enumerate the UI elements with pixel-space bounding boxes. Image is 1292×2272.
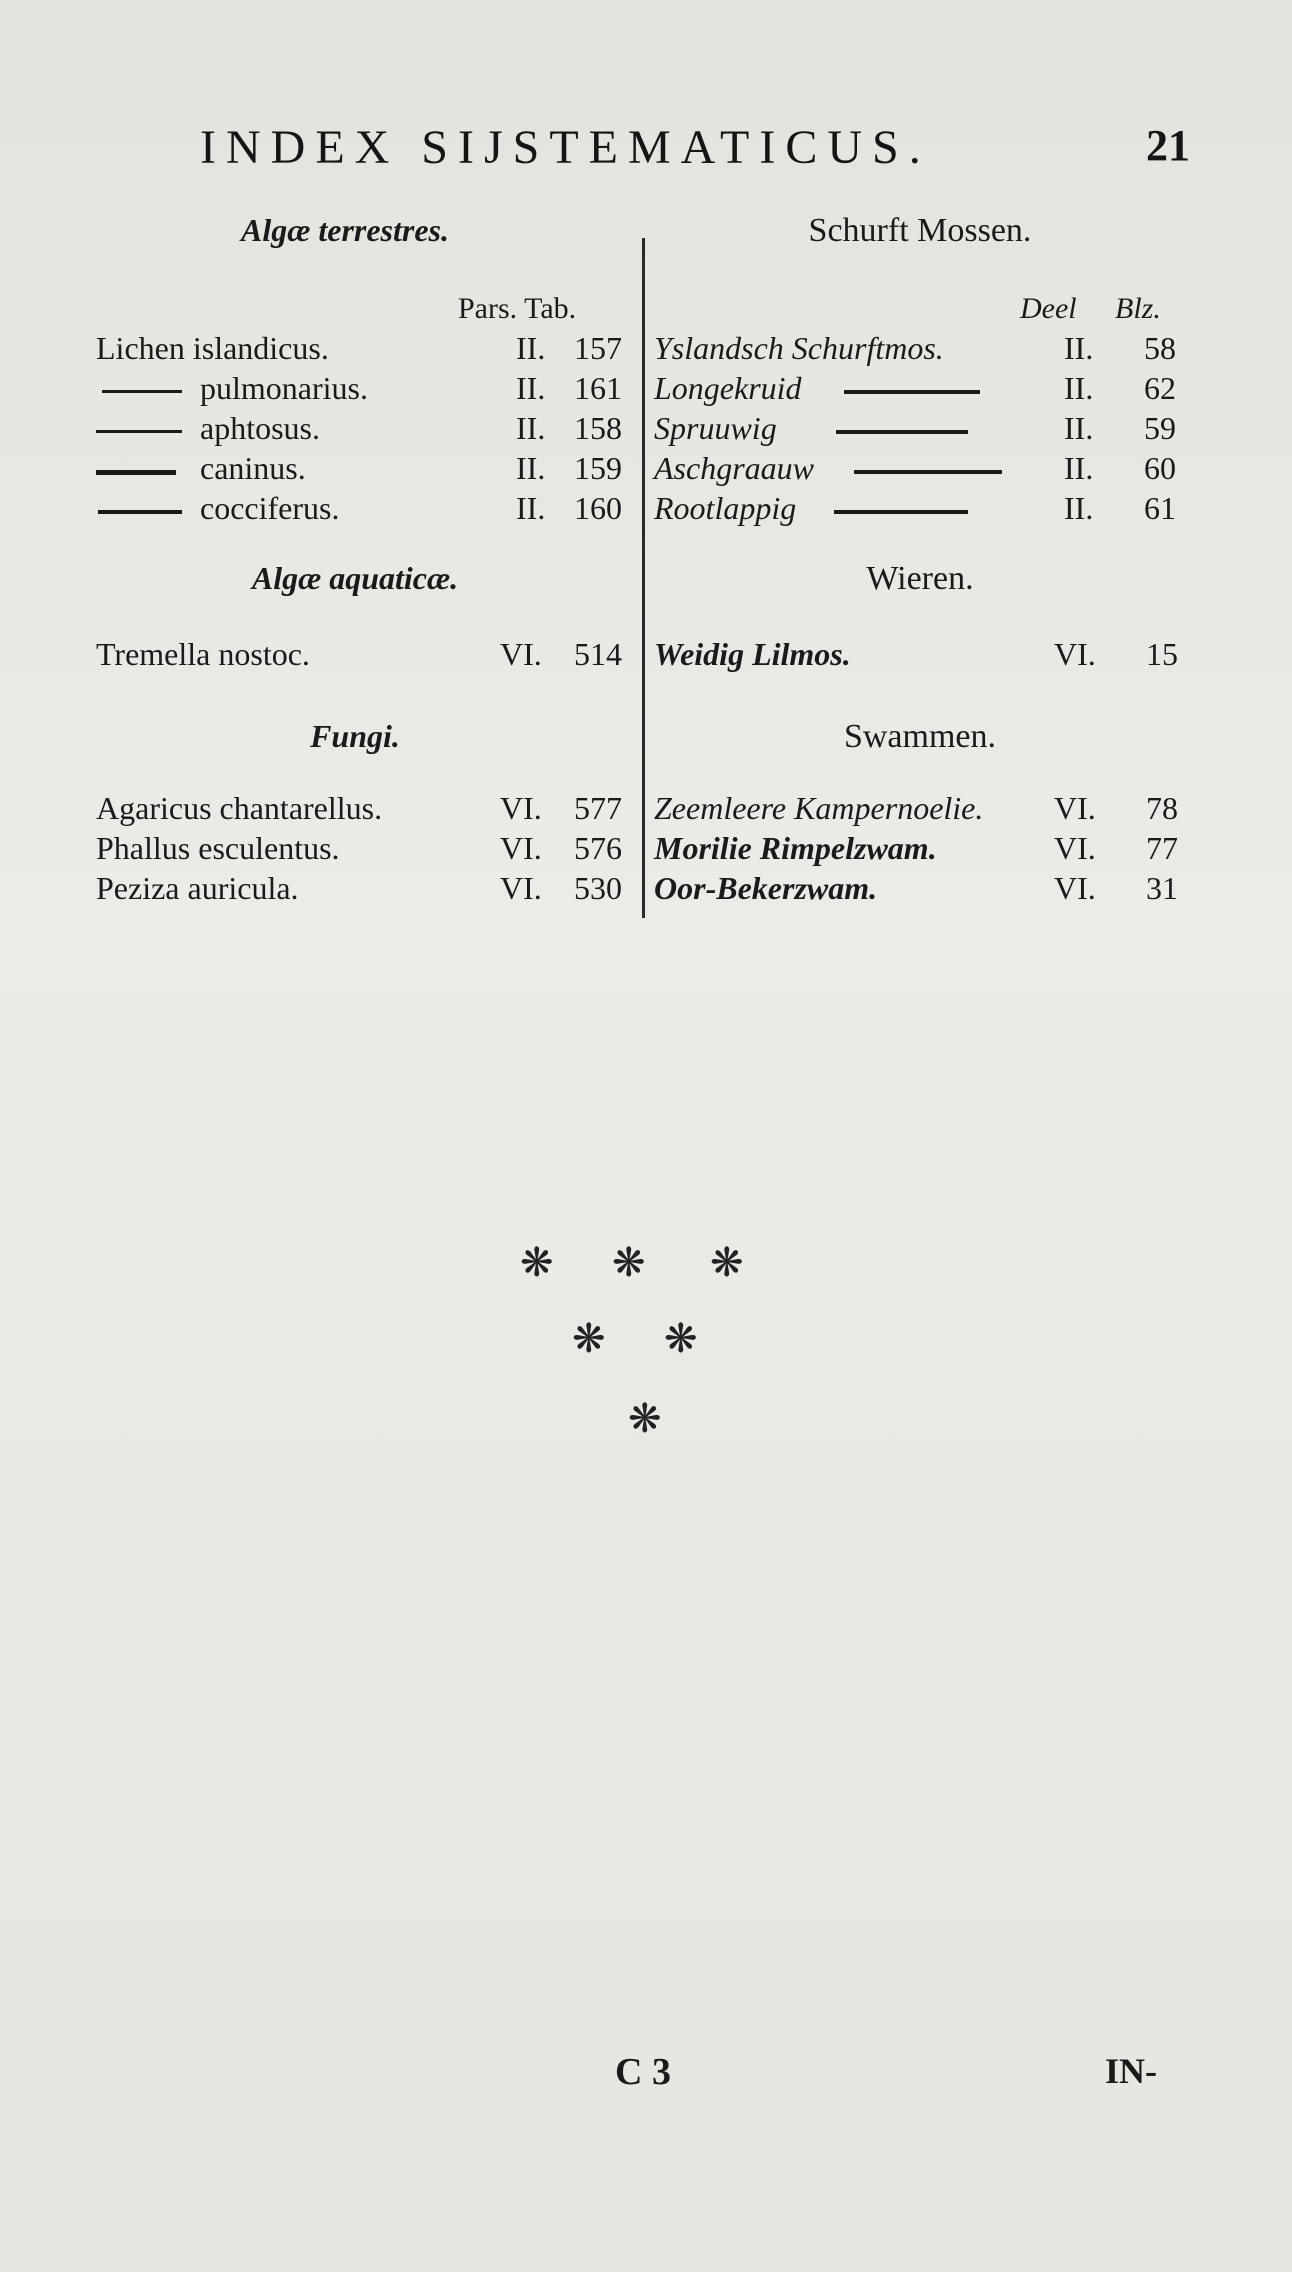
left-row bbox=[96, 410, 636, 450]
ditto-dash bbox=[96, 430, 182, 433]
asterism-icon: ❋ bbox=[612, 1240, 646, 1286]
page-title: INDEX SIJSTEMATICUS. bbox=[200, 121, 931, 174]
right-row bbox=[654, 330, 1194, 370]
row-name: Rootlappig bbox=[654, 490, 797, 526]
left-row bbox=[96, 636, 636, 676]
asterism-icon: ❋ bbox=[664, 1316, 698, 1362]
row-name: Zeemleere Kampernoelie. bbox=[654, 790, 984, 826]
row-number: 15 bbox=[1146, 636, 1178, 672]
row-name: Oor-Bekerzwam. bbox=[654, 870, 878, 906]
row-number: 77 bbox=[1146, 830, 1178, 866]
signature-mark: C 3 bbox=[615, 2051, 671, 2093]
ditto-dash bbox=[844, 390, 980, 394]
row-part: VI. bbox=[1054, 636, 1096, 672]
right-row bbox=[654, 410, 1194, 450]
row-name: Morilie Rimpelzwam. bbox=[654, 830, 937, 866]
right-row bbox=[654, 450, 1194, 490]
row-part: II. bbox=[1064, 450, 1094, 486]
row-name: aphtosus. bbox=[200, 410, 320, 446]
row-part: VI. bbox=[500, 636, 542, 672]
row-number: 161 bbox=[574, 370, 622, 406]
row-part: II. bbox=[1064, 330, 1094, 366]
right-row bbox=[654, 370, 1194, 410]
row-number: 58 bbox=[1144, 330, 1176, 366]
row-number: 158 bbox=[574, 410, 622, 446]
row-number: 514 bbox=[574, 636, 622, 672]
row-number: 62 bbox=[1144, 370, 1176, 406]
left-row bbox=[96, 830, 636, 870]
row-name: Phallus esculentus. bbox=[96, 830, 340, 866]
row-number: 61 bbox=[1144, 490, 1176, 526]
row-name: Tremella nostoc. bbox=[96, 636, 310, 672]
right-column-header-deel: Deel bbox=[1020, 292, 1077, 325]
right-row bbox=[654, 870, 1194, 910]
row-number: 530 bbox=[574, 870, 622, 906]
right-row bbox=[654, 790, 1194, 830]
row-part: VI. bbox=[1054, 790, 1096, 826]
right-section-heading-2: Wieren. bbox=[866, 560, 974, 597]
row-name: Agaricus chantarellus. bbox=[96, 790, 383, 826]
row-part: II. bbox=[516, 370, 546, 406]
row-name: Yslandsch Schurftmos. bbox=[654, 330, 944, 366]
row-part: II. bbox=[1064, 490, 1094, 526]
left-row bbox=[96, 330, 636, 370]
ditto-dash bbox=[102, 390, 182, 393]
row-number: 159 bbox=[574, 450, 622, 486]
page-number: 21 bbox=[1146, 121, 1190, 170]
row-number: 78 bbox=[1146, 790, 1178, 826]
left-column-header: Pars. Tab. bbox=[458, 292, 577, 325]
row-name: pulmonarius. bbox=[200, 370, 368, 406]
row-number: 60 bbox=[1144, 450, 1176, 486]
row-name: Spruuwig bbox=[654, 410, 777, 446]
right-section-heading-1: Schurft Mossen. bbox=[808, 212, 1032, 249]
catchword: IN- bbox=[1105, 2051, 1157, 2091]
column-divider bbox=[642, 238, 645, 918]
left-row bbox=[96, 490, 636, 530]
row-part: VI. bbox=[1054, 870, 1096, 906]
asterism-icon: ❋ bbox=[572, 1316, 606, 1362]
right-row bbox=[654, 490, 1194, 530]
row-part: II. bbox=[516, 450, 546, 486]
row-part: II. bbox=[1064, 370, 1094, 406]
asterism-icon: ❋ bbox=[710, 1240, 744, 1286]
row-part: II. bbox=[1064, 410, 1094, 446]
row-name: Weidig Lilmos. bbox=[654, 636, 851, 672]
row-part: VI. bbox=[500, 790, 542, 826]
ditto-dash bbox=[98, 510, 182, 514]
row-number: 577 bbox=[574, 790, 622, 826]
row-number: 576 bbox=[574, 830, 622, 866]
row-part: II. bbox=[516, 410, 546, 446]
page-header bbox=[200, 120, 1190, 180]
right-row bbox=[654, 830, 1194, 870]
right-column-header-blz: Blz. bbox=[1115, 292, 1161, 325]
row-number: 59 bbox=[1144, 410, 1176, 446]
asterism-icon: ❋ bbox=[520, 1240, 554, 1286]
left-row bbox=[96, 370, 636, 410]
row-name: Peziza auricula. bbox=[96, 870, 299, 906]
left-section-heading-1: Algæ terrestres. bbox=[241, 212, 449, 248]
row-part: II. bbox=[516, 490, 546, 526]
asterism-icon: ❋ bbox=[628, 1396, 662, 1442]
left-section-heading-2: Algæ aquaticæ. bbox=[251, 560, 459, 596]
row-part: VI. bbox=[500, 830, 542, 866]
row-name: Lichen islandicus. bbox=[96, 330, 329, 366]
row-number: 157 bbox=[574, 330, 622, 366]
row-number: 31 bbox=[1146, 870, 1178, 906]
left-row bbox=[96, 450, 636, 490]
left-row bbox=[96, 870, 636, 910]
right-row bbox=[654, 636, 1194, 676]
left-row bbox=[96, 790, 636, 830]
row-part: VI. bbox=[1054, 830, 1096, 866]
ditto-dash bbox=[96, 470, 176, 475]
ditto-dash bbox=[834, 510, 968, 514]
row-name: Longekruid bbox=[654, 370, 802, 406]
row-part: II. bbox=[516, 330, 546, 366]
row-name: cocciferus. bbox=[200, 490, 340, 526]
left-section-heading-3: Fungi. bbox=[310, 718, 400, 754]
ditto-dash bbox=[836, 430, 968, 434]
ditto-dash bbox=[854, 470, 1002, 474]
row-part: VI. bbox=[500, 870, 542, 906]
row-name: Aschgraauw bbox=[654, 450, 814, 486]
right-section-heading-3: Swammen. bbox=[843, 718, 997, 755]
row-name: caninus. bbox=[200, 450, 306, 486]
row-number: 160 bbox=[574, 490, 622, 526]
